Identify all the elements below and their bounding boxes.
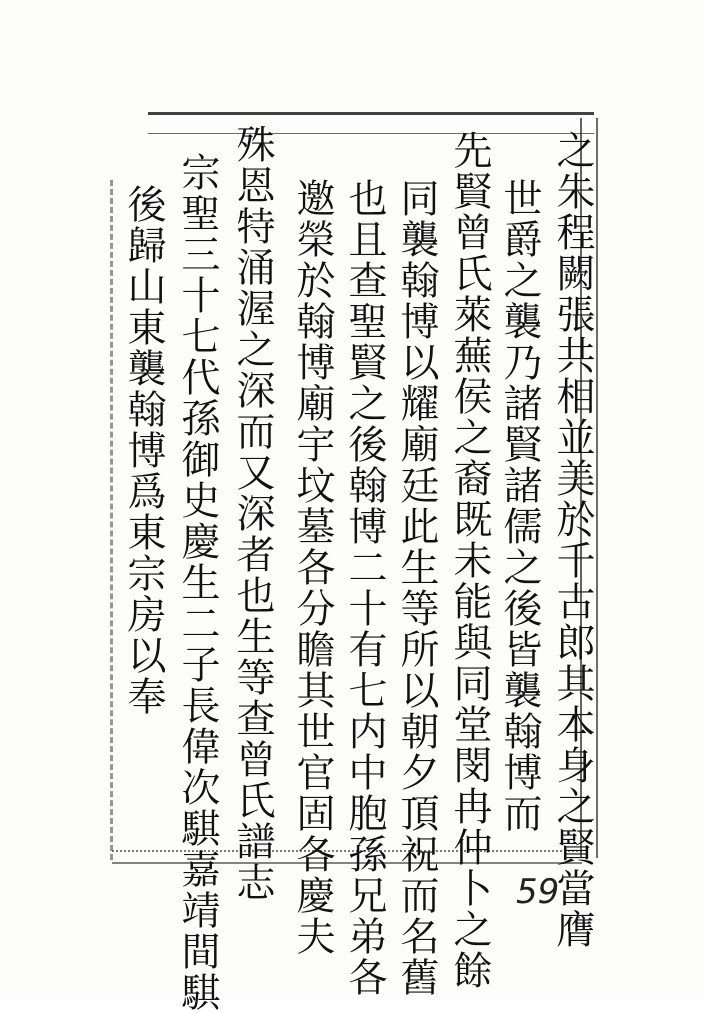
text-column-2: 世爵之襲乃諸賢諸儒之後皆襲翰博而 [497,178,542,834]
text-column-8: 宗聖三十七代孫御史慶生二子長偉次騏嘉靖間騏 [175,152,220,1013]
text-column-9: 後歸山東襲翰博爲東宗房以奉 [121,184,166,717]
top-border [148,112,594,134]
text-column-5: 也且查聖賢之後翰博二十有七内中胞孫兄弟各 [342,178,387,998]
text-column-6: 邀榮於翰博廟宇坟墓各分瞻其世官固各慶夫 [290,178,335,957]
page-number: 59 [516,872,560,912]
text-column-1: 之朱程闕張共相並美於千古郎其本身之賢當膺 [550,130,595,950]
text-column-3: 先賢曾氏萊蕪侯之裔既未能與同堂閔冉仲卜之餘 [447,130,492,991]
left-border [110,180,113,860]
text-column-7: 殊恩特涌渥之深而又深者也生等查曾氏譜志 [230,124,275,903]
text-column-4: 同襲翰博以耀廟廷此生等所以朝夕頂祝而名舊 [394,178,439,998]
